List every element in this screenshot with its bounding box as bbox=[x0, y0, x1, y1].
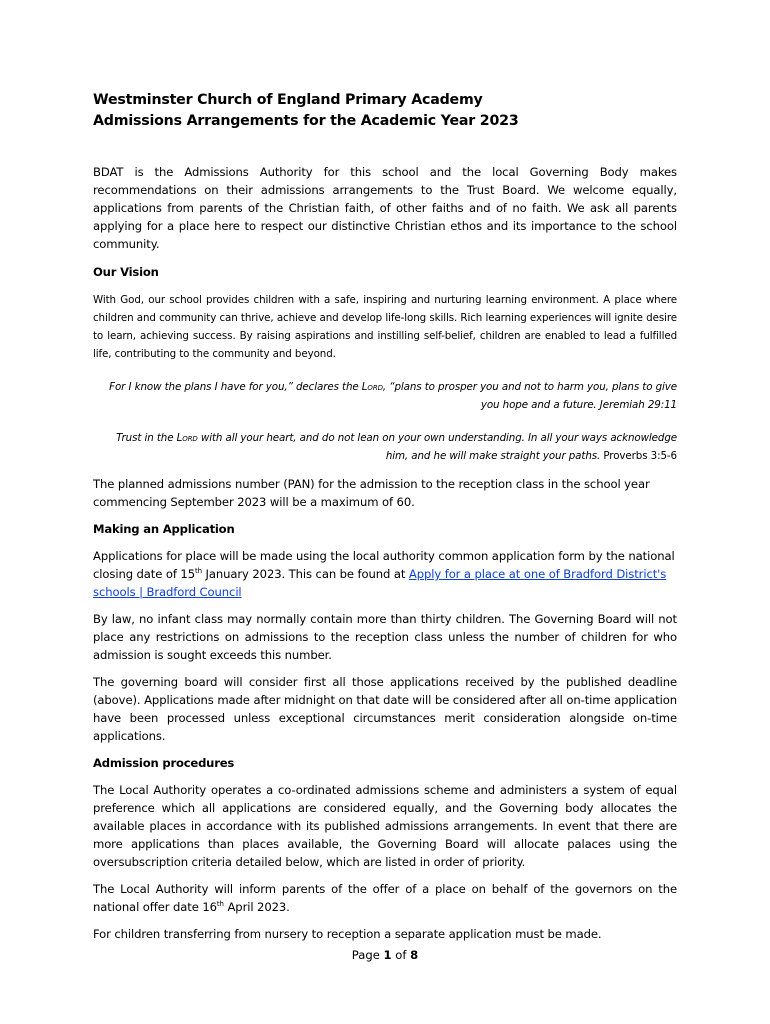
admission-procedures-heading: Admission procedures bbox=[93, 756, 235, 770]
quote-reference: Proverbs 3:5-6 bbox=[600, 449, 677, 462]
quote-line bbox=[93, 379, 677, 397]
making-application-heading: Making an Application bbox=[93, 522, 235, 536]
pan-paragraph: The planned admissions number (PAN) for the admission to the reception class in the school year commencing September 2023 will be a maximum of 60. bbox=[93, 477, 650, 509]
quote-text: , “plans to prosper you and not to harm you, plans to give bbox=[382, 381, 677, 393]
title-line-school: Westminster Church of England Primary Academy bbox=[93, 92, 483, 108]
document-body bbox=[93, 90, 677, 943]
governing-board-paragraph: The governing board will consider first all those applications received by the published deadline (above). Applications made after midnight on that date will be considered after all on-time application have been processed unless exceptional circumstances merit consideration alongside on-time applications. bbox=[93, 675, 677, 743]
paragraph-text: April 2023. bbox=[223, 900, 290, 914]
page-label: Page bbox=[351, 948, 384, 962]
page-of-label: of bbox=[391, 948, 411, 962]
nursery-transfer-paragraph: For children transferring from nursery to reception a separate application must be made. bbox=[93, 927, 602, 941]
procedures-paragraph: The Local Authority operates a co-ordinated admissions scheme and administers a system of equal preference which all applications are considered equally, and the Governing body allocates the available places in accordance with its published admissions arrangements. In event that there are more applications than places available, the Governing Board will allocate palaces using the oversubscription criteria detailed below, which are listed in order of priority. bbox=[93, 783, 677, 869]
quote-line: you hope and a future. Jeremiah 29:11 bbox=[480, 398, 677, 411]
vision-heading: Our Vision bbox=[93, 265, 159, 279]
current-page-number: 1 bbox=[383, 948, 392, 962]
proverbs-quote bbox=[93, 430, 677, 465]
paragraph-text: The Local Authority will inform parents of the offer of a place on behalf of the governors on the national offer date 16 bbox=[93, 882, 677, 914]
vision-paragraph: With God, our school provides children with a safe, inspiring and nurturing learning environment. A place where children and community can thrive, achieve and develop life-long skills. Rich learning experiences will ignite desire to learn, achieving success. By raising aspirations and instilling self-belief, children are enabled to lead a fulfilled life, contributing to the community and beyond. bbox=[93, 294, 677, 360]
page-footer bbox=[0, 948, 770, 962]
paragraph-text: Applications for place will be made using the local authority common application form by the national closing date of 15 bbox=[93, 549, 675, 581]
total-page-count: 8 bbox=[410, 948, 419, 962]
superscript: th bbox=[216, 900, 224, 908]
jeremiah-quote bbox=[93, 379, 677, 414]
quote-line bbox=[93, 430, 677, 448]
bradford-council-link[interactable]: Apply for a place at one of Bradford District's schools | Bradford Council bbox=[93, 567, 667, 599]
quote-text: him, and he will make straight your paths. bbox=[385, 449, 601, 462]
lord-text: Lord bbox=[176, 432, 198, 444]
paragraph-text: January 2023. This can be found at bbox=[201, 567, 409, 581]
infant-class-paragraph: By law, no infant class may normally contain more than thirty children. The Governing Board will not place any restrictions on admissions to the reception class unless the number of children for who admission is sought exceeds this number. bbox=[93, 612, 677, 662]
intro-paragraph: BDAT is the Admissions Authority for this school and the local Governing Body makes recommendations on their admissions arrangements to the Trust Board. We welcome equally, applications from parents of the Christian faith, of other faiths and of no faith. We ask all parents applying for a place here to respect our distinctive Christian ethos and its importance to the school community. bbox=[93, 165, 677, 251]
title-line-arrangements: Admissions Arrangements for the Academic Year 2023 bbox=[93, 113, 519, 129]
quote-text: with all your heart, and do not lean on your own understanding. In all your ways acknowledge bbox=[197, 432, 677, 444]
quote-text: For I know the plans I have for you,” declares the bbox=[109, 381, 362, 393]
making-application-paragraph bbox=[93, 547, 677, 601]
offer-date-paragraph bbox=[93, 880, 677, 916]
superscript: th bbox=[194, 567, 202, 575]
quote-text: Trust in the bbox=[116, 432, 177, 444]
document-title bbox=[93, 90, 677, 132]
quote-line bbox=[93, 448, 677, 466]
lord-text: Lord bbox=[361, 381, 383, 393]
